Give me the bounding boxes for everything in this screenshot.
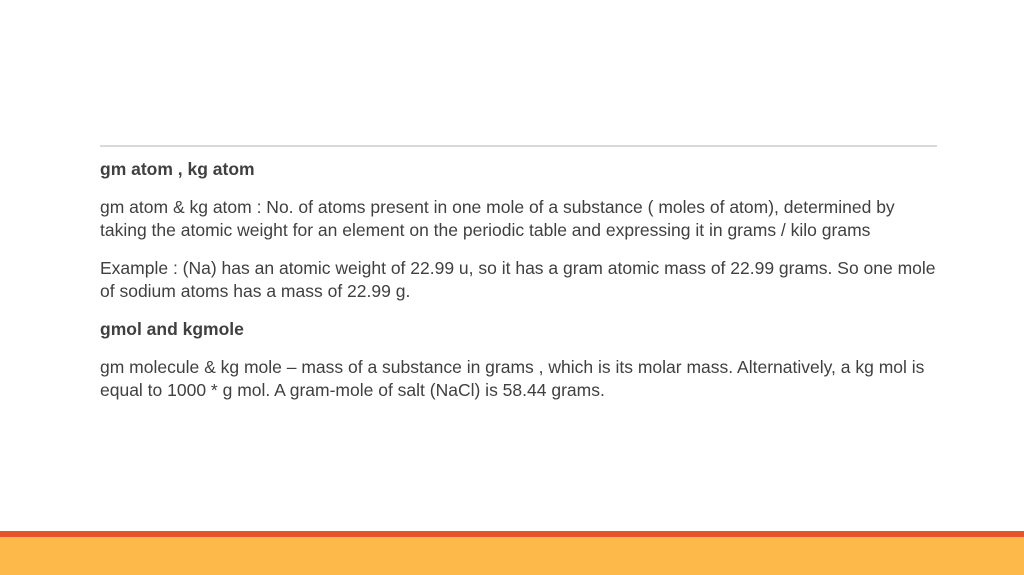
- heading-gmol: gmol and kgmole: [100, 319, 244, 339]
- definition-gm-atom: gm atom & kg atom : No. of atoms present in one mole of a substance ( moles of atom), determined by taking the atomic weight for an element on the periodic table and expressing it in grams / kilo grams: [100, 197, 895, 240]
- example-sodium: Example : (Na) has an atomic weight of 22.99 u, so it has a gram atomic mass of 22.99 grams. So one mole of sodium atoms has a mass of 22.99 g.: [100, 258, 936, 301]
- heading-gm-atom: gm atom , kg atom: [100, 159, 255, 179]
- title-divider: [100, 145, 937, 147]
- definition-gmol: gm molecule & kg mole – mass of a substance in grams , which is its molar mass. Alternatively, a kg mol is equal to 1000 * g mol. A gram-mole of salt (NaCl) is 58.44 grams.: [100, 357, 925, 400]
- slide-body: [100, 158, 945, 417]
- footer-orange-band: [0, 537, 1024, 575]
